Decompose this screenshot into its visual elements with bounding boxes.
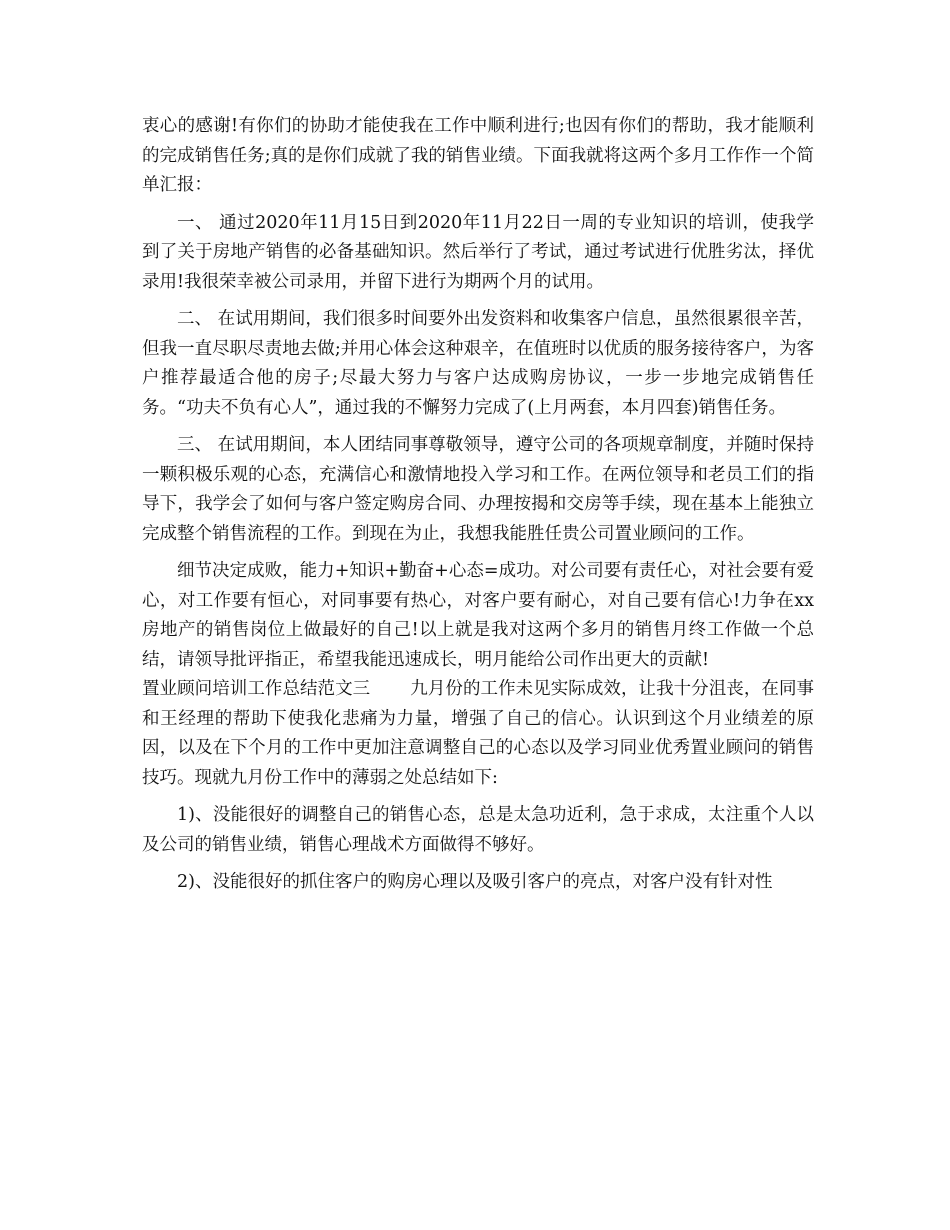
weakness-item-2: 2)、没能很好的抓住客户的购房心理以及吸引客户的亮点，对客户没有针对性 [177,872,773,892]
weakness-item-1: 1)、没能很好的调整自己的销售心态，总是太急功近利，急于求成，太注重个人以及公司的销售业绩，销售心理战术方面做得不够好。 [142,805,814,855]
section-three [142,675,814,793]
paragraph-conclusion: 细节决定成败，能力+知识+勤奋+心态=成功。对公司要有责任心，对社会要有爱心，对工作要有恒心，对同事要有热心，对客户要有耐心，对自己要有信心!力争在xx房地产的销售岗位上做最好的自己!以上就是我对这两个多月的销售月终工作做一个总结，请领导批评指正，希望我能迅速成长，明月能给公司作出更大的贡献! [142,561,814,670]
section-intro: 九月份的工作未见实际成效，让我十分沮丧，在同事和王经理的帮助下使我化悲痛为力量，增强了自己的信心。认识到这个月业绩差的原因，以及在下个月的工作中更加注意调整自己的心态以及学习同业优秀置业顾问的销售技巧。现就九月份工作中的薄弱之处总结如下: [142,679,815,788]
document-body [142,112,814,906]
paragraph-opening: 衷心的感谢!有你们的协助才能使我在工作中顺利进行;也因有你们的帮助，我才能顺利的完成销售任务;真的是你们成就了我的销售业绩。下面我就将这两个多月工作作一个简单汇报： [142,116,814,195]
paragraph-item-1: 一、 通过2020年11月15日到2020年11月22日一周的专业知识的培训，使我学到了关于房地产销售的必备基础知识。然后举行了考试，通过考试进行优胜劣汰，择优录用!我很荣幸被公司录用，并留下进行为期两个月的试用。 [142,212,814,292]
paragraph-item-2: 二、 在试用期间，我们很多时间要外出发资料和收集客户信息，虽然很累很辛苦，但我一直尽职尽责地去做;并用心体会这种艰辛，在值班时以优质的服务接待客户，为客户推荐最适合他的房子;尽最大努力与客户达成购房协议，一步一步地完成销售任务。“功夫不负有心人”，通过我的不懈努力完成了(上月两套，本月四套)销售任务。 [142,309,814,418]
paragraph-item-3: 三、 在试用期间，本人团结同事尊敬领导，遵守公司的各项规章制度，并随时保持一颗积极乐观的心态，充满信心和激情地投入学习和工作。在两位领导和老员工们的指导下，我学会了如何与客户签定购房合同、办理按揭和交房等手续，现在基本上能独立完成整个销售流程的工作。到现在为止，我想我能胜任贵公司置业顾问的工作。 [142,435,814,544]
section-heading: 置业顾问培训工作总结范文三 [142,679,371,699]
